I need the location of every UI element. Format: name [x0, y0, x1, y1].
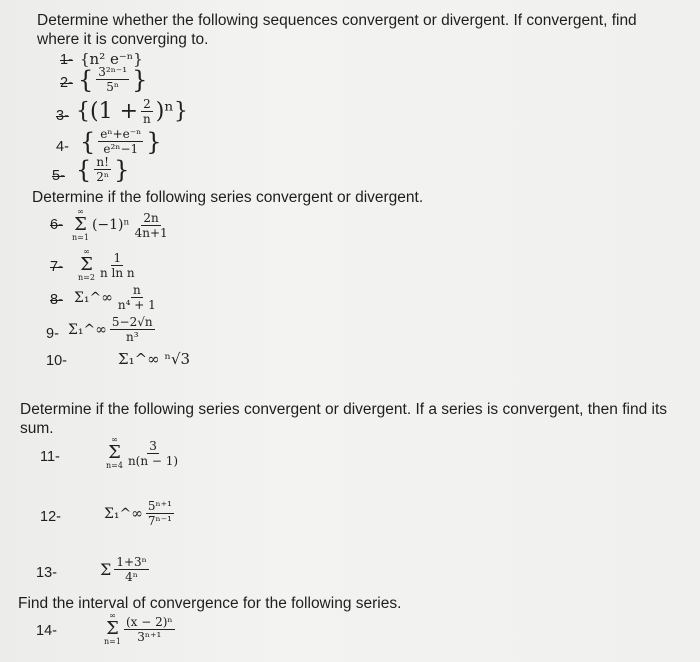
- problem-3-suffix: )ⁿ}: [155, 98, 188, 124]
- problem-13-numerator: 1+3ⁿ: [116, 555, 147, 569]
- problem-1-expression: {n² e⁻ⁿ}: [80, 50, 143, 68]
- right-brace: }: [132, 65, 148, 94]
- problem-6-number: 6-: [50, 217, 63, 233]
- problem-2-expression: [78, 66, 147, 93]
- problem-3-prefix: {(1 +: [76, 98, 139, 124]
- problem-5-fraction: [94, 156, 111, 183]
- problem-7-numerator: 1: [113, 250, 122, 265]
- problem-14-denominator: 3ⁿ⁺¹: [137, 629, 162, 644]
- problem-2-numerator: 3²ⁿ⁻¹: [98, 65, 128, 79]
- problem-3-expression: [76, 98, 188, 125]
- problem-9-sigma: Σ₁^∞: [68, 321, 107, 338]
- problem-7-fraction: [98, 252, 137, 279]
- problem-9-denominator: n³: [125, 330, 139, 344]
- problem-11-numerator: 3: [149, 438, 157, 453]
- sum-instructions: Determine if the following series convergent or divergent. If a series is convergent, then find its sum.: [20, 401, 668, 437]
- problem-6-fraction: [133, 212, 170, 239]
- problem-14-numerator: (x − 2)ⁿ: [125, 614, 173, 629]
- left-brace: {: [76, 155, 92, 184]
- problem-6-denominator: 4n+1: [134, 225, 168, 240]
- problem-7-sigma: [78, 248, 95, 282]
- left-brace: {: [80, 127, 96, 156]
- problem-2-number: 2-: [60, 75, 73, 91]
- problem-8-sigma: Σ₁^∞: [74, 289, 113, 306]
- problem-4-denominator: e²ⁿ−1: [103, 142, 139, 156]
- problem-8-number: 8-: [50, 292, 63, 308]
- series-instructions: Determine if the following series convergent or divergent.: [32, 189, 424, 206]
- problem-14-fraction: [124, 616, 175, 643]
- problem-4-numerator: eⁿ+e⁻ⁿ: [100, 127, 142, 141]
- problem-6-numerator: 2n: [143, 210, 159, 225]
- sigma-symbol: Σ: [74, 214, 87, 235]
- problem-4-fraction: [98, 128, 143, 155]
- sigma-symbol: Σ: [80, 254, 93, 275]
- problem-4-expression: [80, 128, 162, 155]
- problem-9-number: 9-: [46, 326, 59, 342]
- sigma-upper: ∞: [111, 435, 118, 444]
- problem-11-sigma: [106, 436, 123, 470]
- problem-5-expression: [76, 156, 129, 183]
- problem-14-expression: [104, 612, 175, 646]
- problem-14-sigma: [104, 612, 121, 646]
- interval-instructions: Find the interval of convergence for the following series.: [18, 595, 402, 612]
- problem-8-expression: [74, 284, 158, 311]
- problem-6-expression: [72, 208, 170, 242]
- problem-5-numerator: n!: [96, 155, 109, 169]
- problem-8-fraction: [116, 284, 158, 311]
- right-brace: }: [114, 155, 130, 184]
- problem-7-expression: [78, 248, 137, 282]
- sequence-instructions: Determine whether the following sequences convergent or divergent. If convergent, find where it is converging to.: [37, 12, 637, 48]
- problem-10-expression: Σ₁^∞ ⁿ√3: [118, 350, 191, 368]
- problem-11-number: 11-: [40, 449, 60, 465]
- sigma-upper: ∞: [109, 611, 116, 620]
- problem-3-fraction: [141, 98, 153, 125]
- problem-5-number: 5-: [52, 168, 65, 184]
- problem-9-expression: [68, 316, 155, 343]
- problem-14-number: 14-: [36, 623, 57, 639]
- problem-7-number: 7-: [50, 259, 63, 275]
- problem-6-sign-term: (−1)ⁿ: [91, 217, 130, 233]
- problem-12-denominator: 7ⁿ⁻¹: [147, 514, 172, 528]
- problem-11-denominator: n(n − 1): [127, 453, 179, 468]
- right-brace: }: [146, 127, 162, 156]
- problem-5-denominator: 2ⁿ: [96, 170, 110, 184]
- problem-6-sigma: [72, 208, 89, 242]
- problem-1-number: 1-: [60, 52, 73, 68]
- problem-12-number: 12-: [40, 509, 61, 525]
- sigma-upper: ∞: [83, 247, 90, 256]
- problem-9-fraction: [110, 316, 155, 343]
- problem-2-denominator: 5ⁿ: [106, 80, 120, 94]
- problem-4-number: 4-: [56, 139, 69, 155]
- problem-13-expression: [100, 556, 149, 583]
- problem-2-fraction: [96, 66, 129, 93]
- problem-10-number: 10-: [46, 353, 67, 369]
- sigma-symbol: Σ: [108, 442, 121, 463]
- problem-8-numerator: n: [132, 283, 141, 297]
- problem-3-number: 3-: [56, 108, 69, 124]
- problem-12-sigma: Σ₁^∞: [104, 505, 143, 522]
- problem-13-denominator: 4ⁿ: [125, 570, 138, 584]
- problem-3-denominator: n: [143, 112, 151, 126]
- problem-12-expression: [104, 500, 174, 527]
- problem-3-numerator: 2: [143, 97, 151, 111]
- sigma-symbol: Σ: [106, 618, 119, 639]
- problem-13-number: 13-: [36, 565, 57, 581]
- problem-11-expression: [106, 436, 180, 470]
- sigma-lower: n=1: [104, 637, 121, 646]
- problem-13-fraction: [114, 556, 149, 583]
- problem-7-denominator: n ln n: [99, 265, 135, 280]
- sigma-lower: n=2: [78, 273, 95, 282]
- sigma-lower: n=1: [72, 233, 89, 242]
- problem-13-sigma: Σ: [100, 560, 112, 579]
- sigma-upper: ∞: [77, 207, 84, 216]
- problem-12-numerator: 5ⁿ⁺¹: [147, 499, 172, 513]
- problem-9-numerator: 5−2√n: [111, 315, 153, 329]
- sigma-lower: n=4: [106, 461, 123, 470]
- problem-11-fraction: [126, 440, 180, 467]
- left-brace: {: [78, 65, 94, 94]
- problem-12-fraction: [146, 500, 174, 527]
- problem-8-denominator: n⁴ + 1: [117, 298, 156, 312]
